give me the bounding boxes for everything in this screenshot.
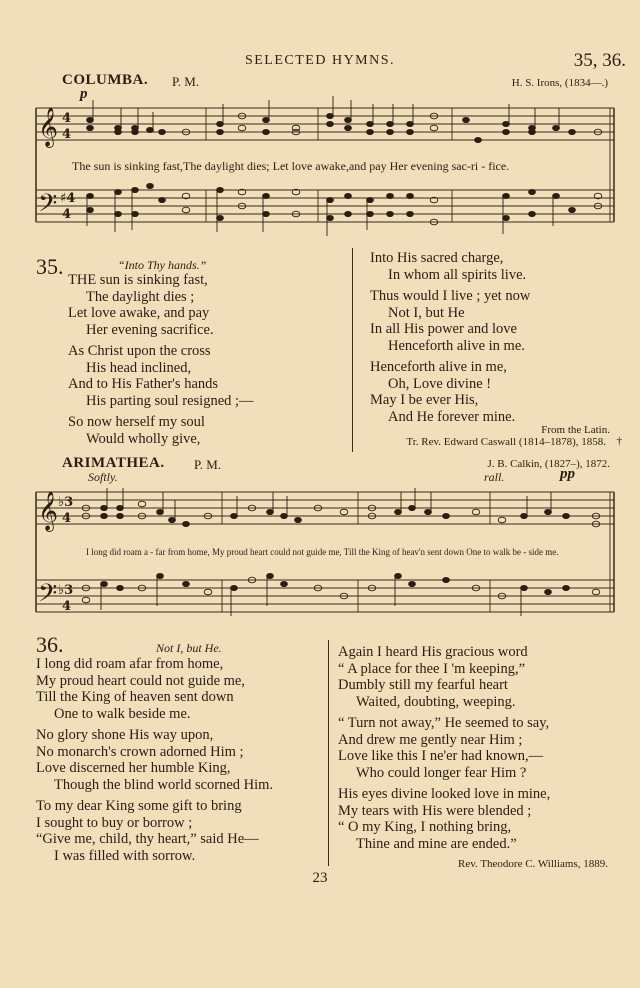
- attribution-from: From the Latin.: [541, 424, 610, 436]
- verse-line: And to His Father's hands: [68, 376, 219, 392]
- verse-line: Who could longer fear Him ?: [356, 764, 527, 781]
- verse-line: In whom all spirits live.: [388, 266, 527, 283]
- hymn36-right-column: [338, 644, 550, 852]
- verse-line: “ O my King, I nothing bring,: [338, 819, 512, 835]
- verse-line: Love like this I ne'er had known,—: [338, 748, 544, 764]
- tune-name-columba: COLUMBA.: [62, 72, 149, 88]
- svg-text:4: 4: [62, 207, 72, 222]
- svg-text:4: 4: [62, 111, 72, 126]
- svg-text:♭3: ♭3: [58, 495, 74, 510]
- verse-line: Henceforth alive in me.: [388, 337, 525, 354]
- verse-line: As Christ upon the cross: [68, 343, 211, 359]
- hymn35-right-column: [370, 250, 530, 425]
- column-divider: [328, 640, 329, 866]
- verse-line: I long did roam afar from home,: [36, 656, 224, 672]
- svg-text:4: 4: [62, 511, 72, 526]
- attribution-williams: Rev. Theodore C. Williams, 1889.: [458, 858, 608, 870]
- dynamic-pianissimo: pp: [560, 466, 575, 482]
- verse-line: His head inclined,: [86, 359, 192, 376]
- verse-line: May I be ever His,: [370, 392, 479, 408]
- svg-text:𝄞: 𝄞: [38, 491, 59, 531]
- verse-line: “ A place for thee I 'm keeping,”: [338, 660, 526, 677]
- svg-text:𝄢: 𝄢: [38, 189, 58, 224]
- hymn36-left-column: [36, 656, 273, 864]
- verse-line: Into His sacred charge,: [370, 250, 504, 266]
- verse-line: “Give me, child, thy heart,” said He—: [36, 831, 259, 847]
- verse-line: My tears with His were blended ;: [338, 802, 532, 819]
- verse-line: Not I, but He: [388, 304, 465, 321]
- verse-line: Her evening sacrifice.: [86, 321, 214, 338]
- verse-line: Oh, Love divine !: [388, 375, 492, 392]
- verse-line: So now herself my soul: [68, 414, 205, 430]
- epigraph-35: “Into Thy hands.”: [118, 258, 207, 272]
- epigraph-36: Not I, but He.: [156, 641, 222, 655]
- attribution-translator: Tr. Rev. Edward Caswall (1814–1878), 1858.: [406, 436, 606, 448]
- music-system-columba: [0, 0, 640, 250]
- svg-text:♭3: ♭3: [58, 583, 74, 598]
- column-divider: [352, 248, 353, 452]
- meter-columba: P. M.: [172, 74, 200, 89]
- running-header: SELECTED HYMNS.: [244, 53, 396, 68]
- verse-line: His eyes divine looked love in mine,: [338, 786, 551, 802]
- hymn-number-35: 35.: [36, 254, 64, 279]
- verse-line: And He forever mine.: [388, 408, 516, 425]
- verse-line: Would wholly give,: [86, 430, 201, 447]
- verse-line: THE sun is sinking fast,: [68, 272, 208, 288]
- svg-text:𝄞: 𝄞: [38, 107, 59, 147]
- verse-line: Let love awake, and pay: [68, 305, 210, 321]
- verse-line: One to walk beside me.: [54, 705, 191, 722]
- verse-line: Till the King of heaven sent down: [36, 689, 234, 705]
- verse-line: I was filled with sorrow.: [54, 847, 196, 864]
- tune-name-arimathea: ARIMATHEA.: [62, 455, 165, 471]
- dynamic-piano: p: [80, 86, 88, 102]
- verse-line: My proud heart could not guide me,: [36, 672, 245, 689]
- svg-text:♯4: ♯4: [60, 191, 76, 206]
- hymn-number-36: 36.: [36, 632, 64, 657]
- page-footer-number: 23: [312, 870, 328, 886]
- tempo-mark: Softly.: [88, 470, 118, 484]
- rall-mark: rall.: [484, 470, 505, 484]
- svg-text:4: 4: [62, 599, 72, 614]
- composer-arimathea: J. B. Calkin, (1827–), 1872.: [487, 458, 610, 470]
- verse-line: Waited, doubting, weeping.: [356, 693, 516, 710]
- music-lyric-arimathea: I long did roam a - far from home, My proud heart could not guide me, Till the King of heav'n sent down One to walk be - side me.: [86, 547, 559, 557]
- composer-columba: H. S. Irons, (1834—.): [511, 77, 608, 89]
- hymn35-left-column: [68, 272, 254, 447]
- verse-line: And drew me gently near Him ;: [338, 731, 523, 748]
- verse-line: Henceforth alive in me,: [370, 359, 507, 375]
- verse-line: “ Turn not away,” He seemed to say,: [338, 715, 550, 731]
- verse-line: In all His power and love: [370, 321, 517, 337]
- verse-line: I sought to buy or borrow ;: [36, 814, 193, 831]
- verse-line: Dumbly still my fearful heart: [338, 677, 508, 693]
- music-lyric-columba: The sun is sinking fast,The daylight dies; Let love awake,and pay Her evening sac-ri - fice.: [72, 159, 510, 173]
- verse-line: His parting soul resigned ;—: [86, 392, 254, 409]
- verse-line: To my dear King some gift to bring: [36, 798, 242, 814]
- dagger-mark: †: [616, 435, 622, 447]
- verse-line: No monarch's crown adorned Him ;: [36, 743, 244, 760]
- meter-arimathea: P. M.: [194, 457, 222, 472]
- verse-line: Love discerned her humble King,: [36, 760, 231, 776]
- svg-text:4: 4: [62, 127, 72, 142]
- verse-line: Again I heard His gracious word: [338, 644, 528, 660]
- verse-line: The daylight dies ;: [86, 288, 195, 305]
- verse-line: Thus would I live ; yet now: [370, 288, 531, 304]
- verse-line: No glory shone His way upon,: [36, 727, 214, 743]
- verse-line: Though the blind world scorned Him.: [54, 776, 274, 793]
- svg-text:𝄢: 𝄢: [38, 579, 58, 614]
- verse-line: Thine and mine are ended.”: [356, 835, 517, 852]
- page-numbers: 35, 36.: [573, 50, 626, 71]
